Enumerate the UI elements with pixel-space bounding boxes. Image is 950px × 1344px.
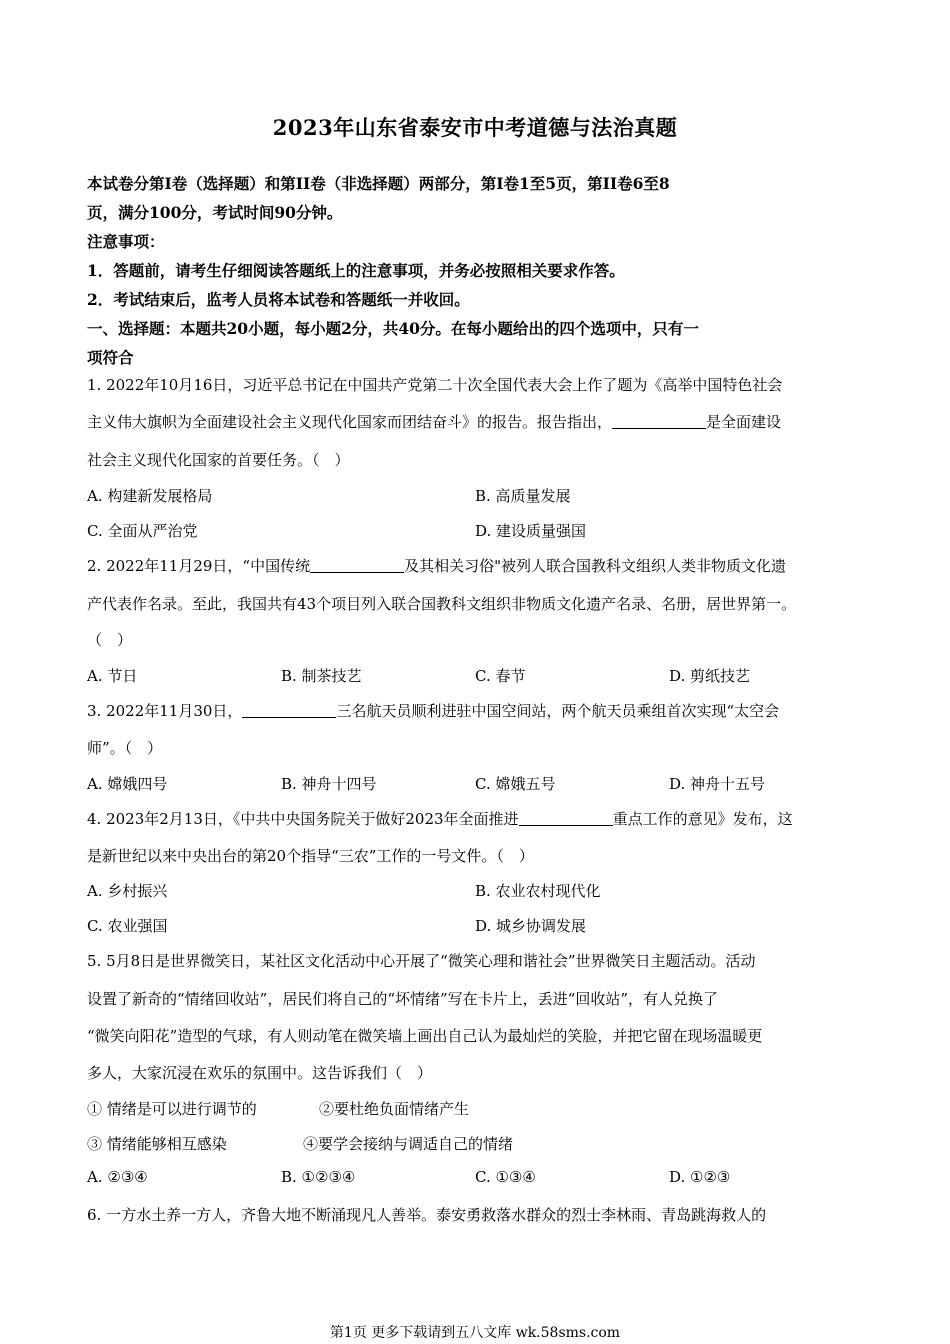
q5-line-1: 5. 5月8日是世界微笑日，某社区文化活动中心开展了“微笑心理和谐社会”世界微笑日主题活动。活动 <box>87 952 756 970</box>
q1-option-c: C. 全面从严治党 <box>87 522 198 540</box>
q2-line-1-text-a: 2. 2022年11月29日，“中国传统 <box>87 557 311 575</box>
section-heading-line-2: 项符合 <box>87 348 134 367</box>
q2-option-b: B. 制茶技艺 <box>281 667 362 685</box>
q2-option-a: A. 节日 <box>87 667 138 685</box>
q1-answer-blank <box>612 413 706 429</box>
q1-option-a: A. 构建新发展格局 <box>87 487 213 505</box>
q2-option-d: D. 剪纸技艺 <box>669 667 751 685</box>
q5-statement-2: ②要杜绝负面情绪产生 <box>319 1100 470 1118</box>
q3-option-b: B. 神舟十四号 <box>281 775 377 793</box>
page-title: 2023年山东省泰安市中考道德与法治真题 <box>272 115 678 140</box>
q5-option-a: A. ②③④ <box>87 1168 148 1186</box>
intro-line-1: 本试卷分第Ⅰ卷（选择题）和第II卷（非选择题）两部分，第I卷1至5页，第II卷6至8 <box>87 174 670 193</box>
q2-line-3: （ ） <box>87 631 133 649</box>
q3-line-2: 师”。（ ） <box>87 739 163 757</box>
q3-line-1 <box>87 700 779 721</box>
q1-line-2-text-a: 主义伟大旗帜为全面建设社会主义现代化国家而团结奋斗》的报告。报告指出， <box>87 413 613 431</box>
q4-option-d: D. 城乡协调发展 <box>475 917 587 935</box>
q4-line-2: 是新世纪以来中央出台的第20个指导“三农”工作的一号文件。（ ） <box>87 847 534 865</box>
q5-option-d: D. ①②③ <box>669 1168 731 1186</box>
notice-item-2: 2．考试结束后，监考人员将本试卷和答题纸一并收回。 <box>87 290 470 309</box>
q3-line-1-text-b: 三名航天员顺利进驻中国空间站，两个航天员乘组首次实现“太空会 <box>336 702 780 720</box>
q1-line-1: 1. 2022年10月16日，习近平总书记在中国共产党第二十次全国代表大会上作了题为《高举中国特色社会 <box>87 376 783 394</box>
notice-item-1: 1．答题前，请考生仔细阅读答题纸上的注意事项，并务必按照相关要求作答。 <box>87 261 625 280</box>
q4-line-1-text-a: 4. 2023年2月13日，《中共中央国务院关于做好2023年全面推进 <box>87 810 519 828</box>
q6-line-1: 6. 一方水土养一方人，齐鲁大地不断涌现凡人善举。泰安勇救落水群众的烈士李林雨、青岛跳海救人的 <box>87 1206 767 1224</box>
q3-option-a: A. 嫦娥四号 <box>87 775 168 793</box>
q1-option-d: D. 建设质量强国 <box>475 522 587 540</box>
q5-statement-1: ① 情绪是可以进行调节的 <box>87 1100 257 1118</box>
q1-line-2-text-b: 是全面建设 <box>706 413 782 431</box>
q5-statement-4: ④要学会接纳与调适自己的情绪 <box>303 1135 514 1153</box>
q2-line-1-text-b: 及其相关习俗"被列人联合国教科文组织人类非物质文化遗 <box>404 557 787 575</box>
q1-option-b: B. 高质量发展 <box>475 487 571 505</box>
q3-option-c: C. 嫦娥五号 <box>475 775 556 793</box>
page-footer: 第1页 更多下载请到五八文库 wk.58sms.com <box>329 1325 621 1341</box>
q3-option-d: D. 神舟十五号 <box>669 775 766 793</box>
q5-line-2: 设置了新奇的“情绪回收站”，居民们将自己的“坏情绪”写在卡片上，丢进“回收站”，有人兑换了 <box>87 990 719 1008</box>
q1-line-3: 社会主义现代化国家的首要任务。（ ） <box>87 451 350 469</box>
q2-line-2: 产代表作名录。至此，我国共有43个项目列入联合国教科文组织非物质文化遗产名录、名册，居世界第一。 <box>87 595 797 613</box>
q4-option-a: A. 乡村振兴 <box>87 882 168 900</box>
q2-line-1 <box>87 555 786 576</box>
q1-line-2 <box>87 411 781 432</box>
q4-option-c: C. 农业强国 <box>87 917 168 935</box>
section-heading-line-1: 一、选择题：本题共20小题，每小题2分，共40分。在每小题给出的四个选项中，只有一 <box>87 319 699 338</box>
q5-statement-3: ③ 情绪能够相互感染 <box>87 1135 227 1153</box>
q2-option-c: C. 春节 <box>475 667 526 685</box>
q5-line-3: “微笑向阳花”造型的气球，有人则动笔在微笑墙上画出自己认为最灿烂的笑脸，并把它留在现场温暖更 <box>87 1027 763 1045</box>
notice-heading: 注意事项： <box>87 232 165 251</box>
q3-line-1-text-a: 3. 2022年11月30日， <box>87 702 243 720</box>
q5-line-4: 多人，大家沉浸在欢乐的氛围中。这告诉我们（ ） <box>87 1064 433 1082</box>
q4-line-1 <box>87 808 793 829</box>
q5-option-c: C. ①③④ <box>475 1168 536 1186</box>
q4-line-1-text-b: 重点工作的意见》发布，这 <box>612 810 793 828</box>
q4-answer-blank <box>519 810 613 826</box>
q5-option-b: B. ①②③④ <box>281 1168 356 1186</box>
q2-answer-blank <box>310 557 404 573</box>
q3-answer-blank <box>242 702 336 718</box>
intro-line-2: 页，满分100分，考试时间90分钟。 <box>87 203 343 222</box>
q4-option-b: B. 农业农村现代化 <box>475 882 601 900</box>
